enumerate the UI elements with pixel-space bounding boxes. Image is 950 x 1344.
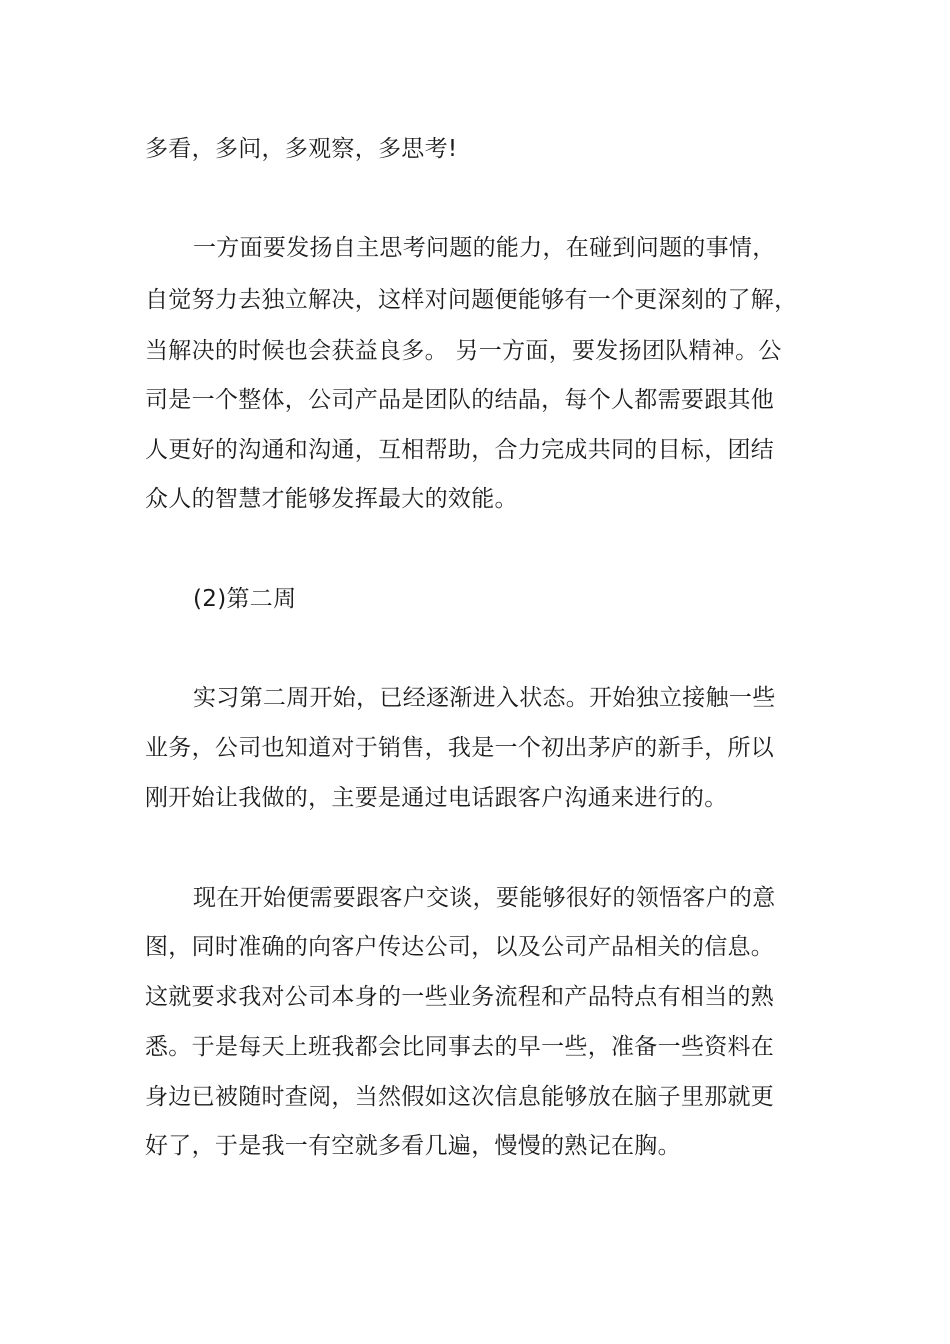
paragraph-2-line-1: 实习第二周开始，已经逐渐进入状态。开始独立接触一些 (193, 685, 776, 711)
paragraph-3-line-4: 悉。于是每天上班我都会比同事去的早一些，准备一些资料在 (145, 1034, 775, 1060)
paragraph-1-line-6: 众人的智慧才能够发挥最大的效能。 (145, 486, 518, 512)
paragraph-3-line-1: 现在开始便需要跟客户交谈，要能够很好的领悟客户的意 (193, 885, 776, 911)
paragraph-3-line-6: 好了，于是我一有空就多看几遍，慢慢的熟记在胸。 (145, 1133, 681, 1159)
paragraph-1-line-4: 司是一个整体，公司产品是团队的结晶，每个人都需要跟其他 (145, 387, 775, 413)
paragraph-3-line-2: 图，同时准确的向客户传达公司，以及公司产品相关的信息。 (145, 934, 775, 960)
text-line: 多看，多问，多观察，多思考! (145, 136, 458, 162)
paragraph-1-line-5: 人更好的沟通和沟通，互相帮助，合力完成共同的目标，团结 (145, 437, 775, 463)
paragraph-2-line-3: 刚开始让我做的，主要是通过电话跟客户沟通来进行的。 (145, 785, 728, 811)
section-heading-week-2: (2)第二周 (193, 586, 297, 612)
paragraph-1-line-3: 当解决的时候也会获益良多。 另一方面，要发扬团队精神。公 (145, 338, 782, 364)
paragraph-2-line-2: 业务，公司也知道对于销售，我是一个初出茅庐的新手，所以 (145, 735, 775, 761)
paragraph-1-line-1: 一方面要发扬自主思考问题的能力，在碰到问题的事情， (193, 235, 776, 261)
paragraph-3-line-5: 身边已被随时查阅，当然假如这次信息能够放在脑子里那就更 (145, 1084, 775, 1110)
paragraph-3-line-3: 这就要求我对公司本身的一些业务流程和产品特点有相当的熟 (145, 984, 775, 1010)
paragraph-1-line-2: 自觉努力去独立解决，这样对问题便能够有一个更深刻的了解， (145, 287, 798, 313)
